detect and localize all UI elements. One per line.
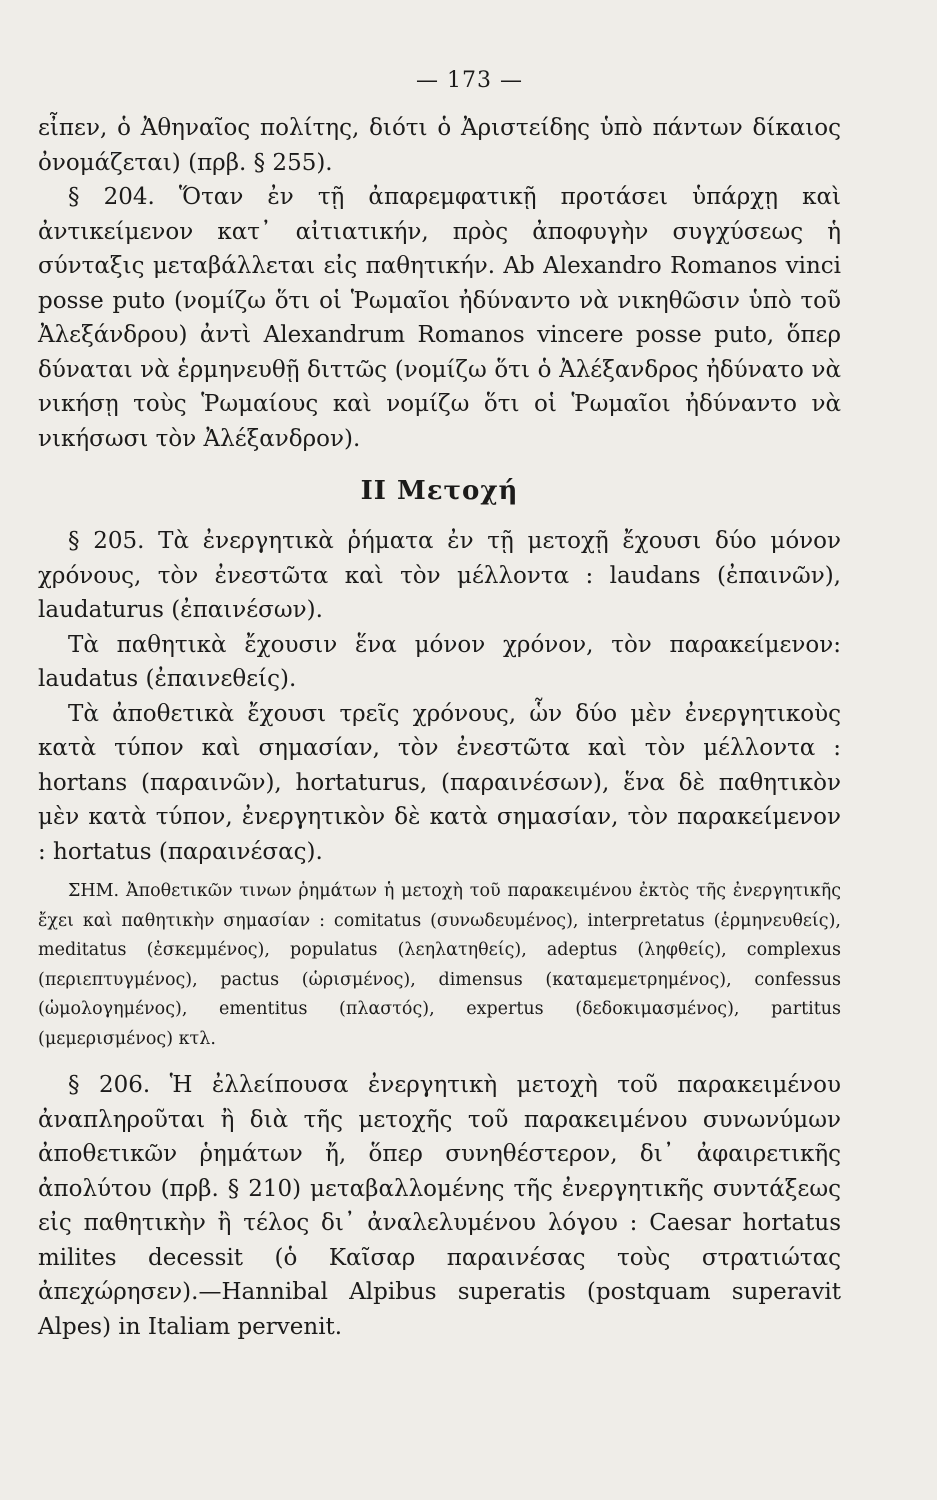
footnote-block (38, 877, 841, 1054)
paragraph-deponent: Τὰ ἀποθετικὰ ἔχουσι τρεῖς χρόνους, ὧν δύο μὲν ἐνεργητικοὺς κατὰ τύπον καὶ σημασίαν, τὸν ἐνεστῶτα καὶ τὸν μέλλοντα : hortans (παραινῶν), hortaturus, (παραινέσων), ἕνα δὲ παθητικὸν μὲν κατὰ τύπον, ἐνεργητικὸν δὲ κατὰ σημασίαν, τὸν παρακείμενον : hortatus (παραινέσας). (38, 700, 841, 865)
page-number: — 173 — (416, 68, 523, 93)
note-text: ΣΗΜ. Ἀποθετικῶν τινων ῥημάτων ἡ μετοχὴ τοῦ παρακειμένου ἐκτὸς τῆς ἐνεργητικῆς ἔχει καὶ παθητικὴν σημασίαν : comitatus (συνωδευμένος), interpretatus (ἑρμηνευθείς), meditatus (ἐσκεμμένος), populatus (λεηλατηθείς), adeptus (ληφθείς), complexus (περιεπτυγμένος), pactus (ὡρισμένος), dimensus (καταμεμετρημένος), confessus (ὡμολογημένος), ementitus (πλαστός), expertus (δεδοκιμασμένος), partitus (μεμερισμένος) κτλ. (38, 881, 841, 1049)
paragraph-passive: Τὰ παθητικὰ ἔχουσιν ἕνα μόνον χρόνον, τὸν παρακείμενον: laudatus (ἐπαινεθείς). (38, 631, 841, 692)
paragraph-section-205: § 205. Τὰ ἐνεργητικὰ ῥήματα ἐν τῇ μετοχῇ ἔχουσι δύο μόνον χρόνους, τὸν ἐνεστῶτα καὶ τὸν μέλλοντα : laudans (ἐπαινῶν), laudaturus (ἐπαινέσων). (38, 528, 841, 623)
paragraph-continuation: εἶπεν, ὁ Ἀθηναῖος πολίτης, διότι ὁ Ἀριστείδης ὑπὸ πάντων δίκαιος ὀνομάζεται) (πρβ. § 255). (38, 115, 841, 176)
paragraph-section-206: § 206. Ἡ ἐλλείπουσα ἐνεργητικὴ μετοχὴ τοῦ παρακειμένου ἀναπληροῦται ἢ διὰ τῆς μετοχῆς τοῦ παρακειμένου συνωνύμων ἀποθετικῶν ῥημάτων ἤ, ὅπερ συνηθέστερον, δι᾽ ἀφαιρετικῆς ἀπολύτου (πρβ. § 210) μεταβαλλομένης τῆς ἐνεργητικῆς συντάξεως εἰς παθητικὴν ἢ τέλος δι᾽ ἀναλελυμένου λόγου : Caesar hortatus milites decessit (ὁ Καῖσαρ παραινέσας τοὺς στρατιώτας ἀπεχώρησεν).—Hannibal Alpibus superatis (postquam superavit Alpes) in Italiam pervenit. (38, 1072, 841, 1340)
page-body (38, 111, 841, 1344)
section-heading: ΙΙ Μετοχή (360, 476, 519, 506)
paragraph-section-204: § 204. Ὅταν ἐν τῇ ἀπαρεμφατικῇ προτάσει ὑπάρχῃ καὶ ἀντικείμενον κατ᾽ αἰτιατικήν, πρὸς ἀποφυγὴν συγχύσεως ἡ σύνταξις μεταβάλλεται εἰς παθητικήν. Ab Alexandro Romanos vinci posse puto (νομίζω ὅτι οἱ Ῥωμαῖοι ἠδύναντο νὰ νικηθῶσιν ὑπὸ τοῦ Ἀλεξάνδρου) ἀντὶ Alexandrum Romanos vincere posse puto, ὅπερ δύναται νὰ ἑρμηνευθῇ διττῶς (νομίζω ὅτι ὁ Ἀλέξανδρος ἠδύνατο νὰ νικήσῃ τοὺς Ῥωμαίους καὶ νομίζω ὅτι οἱ Ῥωμαῖοι ἠδύναντο νὰ νικήσωσι τὸν Ἀλέξανδρον). (38, 184, 841, 452)
